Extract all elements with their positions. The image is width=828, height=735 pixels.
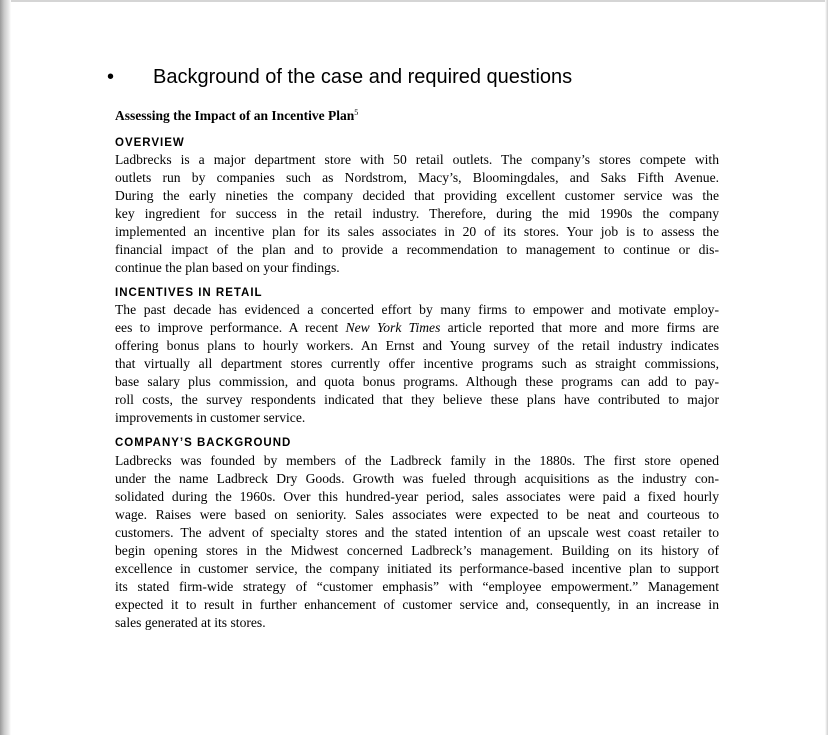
text-line: continue the plan based on your findings. bbox=[115, 260, 340, 275]
slide-bullet: • bbox=[107, 66, 115, 88]
text-line: Ladbrecks was founded by members of the Ladbreck family in the 1880s. The first store opened bbox=[115, 453, 719, 468]
paragraph-incentives bbox=[115, 301, 719, 427]
paragraph-company-background bbox=[115, 452, 719, 632]
text-line: improvements in customer service. bbox=[115, 410, 306, 425]
text-line: key ingredient for success in the retail industry. Therefore, during the mid 1990s the company bbox=[115, 206, 719, 221]
text-line: excellence in customer service, the company initiated its performance-based incentive plan to support bbox=[115, 561, 719, 576]
text-line: base salary plus commission, and quota bonus programs. Although these programs can add to pay- bbox=[115, 374, 719, 389]
text-line: that virtually all department stores currently offer incentive programs such as straight commissions, bbox=[115, 356, 719, 371]
text-line: roll costs, the survey respondents indicated that they believe these plans have contributed to major bbox=[115, 392, 719, 407]
text-line: sales generated at its stores. bbox=[115, 615, 266, 630]
text-line: its stated firm-wide strategy of “customer emphasis” with “employee empowerment.” Management bbox=[115, 579, 719, 594]
text-line: outlets run by companies such as Nordstrom, Macy’s, Bloomingdales, and Saks Fifth Avenue. bbox=[115, 170, 719, 185]
text-line: begin opening stores in the Midwest concerned Ladbreck’s management. Building on its history of bbox=[115, 543, 719, 558]
section-heading-company-background: COMPANY’S BACKGROUND bbox=[115, 437, 292, 449]
paragraph-overview bbox=[115, 151, 719, 277]
text-line-with-italic: ees to improve performance. A recent New York Times article reported that more and more firms are bbox=[115, 320, 720, 335]
page-left-shadow bbox=[0, 0, 11, 735]
slide-title: Background of the case and required questions bbox=[153, 66, 573, 88]
text-line: The past decade has evidenced a concerted effort by many firms to empower and motivate employ- bbox=[115, 302, 719, 317]
footnote-mark: 5 bbox=[354, 108, 359, 117]
text-line: solidated during the 1960s. Over this hundred-year period, sales associates were paid a fixed hourly bbox=[115, 489, 719, 504]
text-line: under the name Ladbreck Dry Goods. Growth was fueled through acquisitions as the industry con- bbox=[115, 471, 719, 486]
viewer-top-border bbox=[0, 0, 828, 2]
text-line: During the early nineties the company decided that providing excellent customer service was the bbox=[115, 188, 719, 203]
text-line: customers. The advent of specialty stores and the stated intention of an upscale west coast retailer to bbox=[115, 525, 719, 540]
case-title-text: Assessing the Impact of an Incentive Plan bbox=[115, 108, 355, 123]
text-line: expected it to result in further enhancement of customer service and, consequently, in an increase in bbox=[115, 597, 719, 612]
text-line: wage. Raises were based on seniority. Sales associates were expected to be neat and courteous to bbox=[115, 507, 719, 522]
section-heading-overview: OVERVIEW bbox=[115, 137, 185, 149]
text-line: offering bonus plans to hourly workers. An Ernst and Young survey of the retail industry indicates bbox=[115, 338, 719, 353]
text-line: Ladbrecks is a major department store with 50 retail outlets. The company’s stores compete with bbox=[115, 152, 719, 167]
publication-name: New York Times bbox=[345, 320, 441, 335]
section-heading-incentives: INCENTIVES IN RETAIL bbox=[115, 287, 263, 299]
text-line: financial impact of the plan and to provide a recommendation to management to continue or dis- bbox=[115, 242, 719, 257]
case-title bbox=[115, 108, 358, 124]
text-line: implemented an incentive plan for its sales associates in 20 of its stores. Your job is to assess the bbox=[115, 224, 719, 239]
